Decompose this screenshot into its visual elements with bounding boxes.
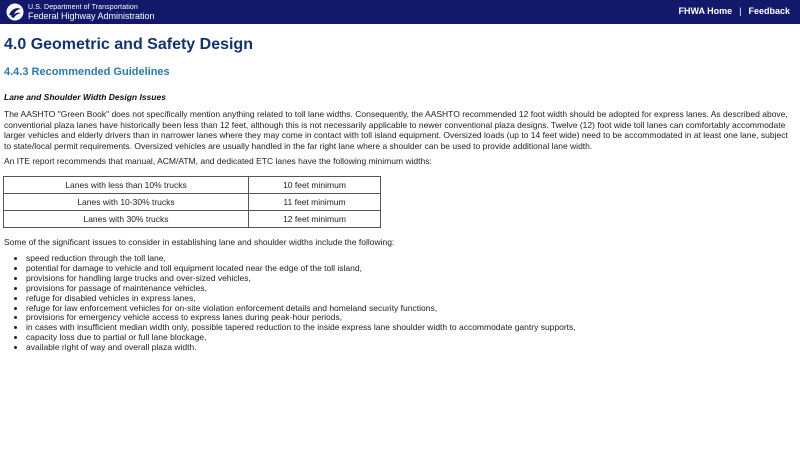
paragraph-issues-intro: Some of the significant issues to consider in establishing lane and shoulder widths include the following: [4,237,395,247]
list-item: • provisions for handling large trucks and over-sized vehicles, [26,274,576,284]
agency-line2: Federal Highway Administration [28,11,155,21]
section-heading: 4.4.3 Recommended Guidelines [4,66,170,78]
list-item: • refuge for disabled vehicles in express lanes, [26,294,576,304]
agency-line1: U.S. Department of Transportation [28,4,138,11]
table-cell-width: 12 feet minimum [249,211,381,228]
list-item: • refuge for law enforcement vehicles for on-site violation enforcement details and homeland security functions, [26,304,576,314]
page-title: 4.0 Geometric and Safety Design [4,36,253,53]
link-separator: | [739,6,742,16]
table-cell-width: 10 feet minimum [249,177,381,194]
table-cell-width: 11 feet minimum [249,194,381,211]
table-cell-lane-type: Lanes with 30% trucks [4,211,249,228]
header-links [678,6,790,16]
table-row [4,211,381,228]
fhwa-home-link[interactable]: FHWA Home [678,6,733,16]
table-row [4,194,381,211]
agency-name [28,3,155,21]
subsection-heading: Lane and Shoulder Width Design Issues [4,92,166,102]
list-item: • in cases with insufficient median width only, possible tapered reduction to the inside express lane shoulder width to accommodate gantry supports, [26,323,576,333]
paragraph-ite-report: An ITE report recommends that manual, ACM/ATM, and dedicated ETC lanes have the following minimum widths: [4,156,432,166]
table-cell-lane-type: Lanes with 10-30% trucks [4,194,249,211]
list-item: • capacity loss due to partial or full lane blockage, [26,333,576,343]
minimum-widths-table [3,176,381,228]
dot-seal-icon [6,3,24,21]
table-row [4,177,381,194]
list-item: • potential for damage to vehicle and toll equipment located near the edge of the toll island, [26,264,576,274]
site-header [0,0,800,24]
table-cell-lane-type: Lanes with less than 10% trucks [4,177,249,194]
paragraph-lane-widths: The AASHTO "Green Book" does not specifically mention anything related to toll lane widths. Consequently, the AASHTO recommended 12 foot width should be adopted for express lanes. As described above, conventional plaza lanes have historically been less than 12 feet, although this is not necessarily applicable to newer conventional plaza designs. Twelve (12) foot wide toll lanes can comfortably accommodate larger vehicles and elderly drivers than in narrower lanes where they may come in contact with toll island equipment. Oversized loads (up to 14 feet wide) need to be accommodated in at least one lane, subject to state/local permit requirements. Oversized vehicles are usually handled in the far right lane where a shoulder can be used to provide additional lane width. [4,109,788,151]
list-item: • provisions for passage of maintenance vehicles, [26,284,576,294]
feedback-link[interactable]: Feedback [748,6,790,16]
list-item: • provisions for emergency vehicle access to express lanes during peak-hour periods, [26,313,576,323]
dot-logo-link[interactable] [6,2,155,22]
issues-list [4,254,576,353]
list-item: • available right of way and overall plaza width. [26,343,576,353]
list-item: • speed reduction through the toll lane, [26,254,576,264]
